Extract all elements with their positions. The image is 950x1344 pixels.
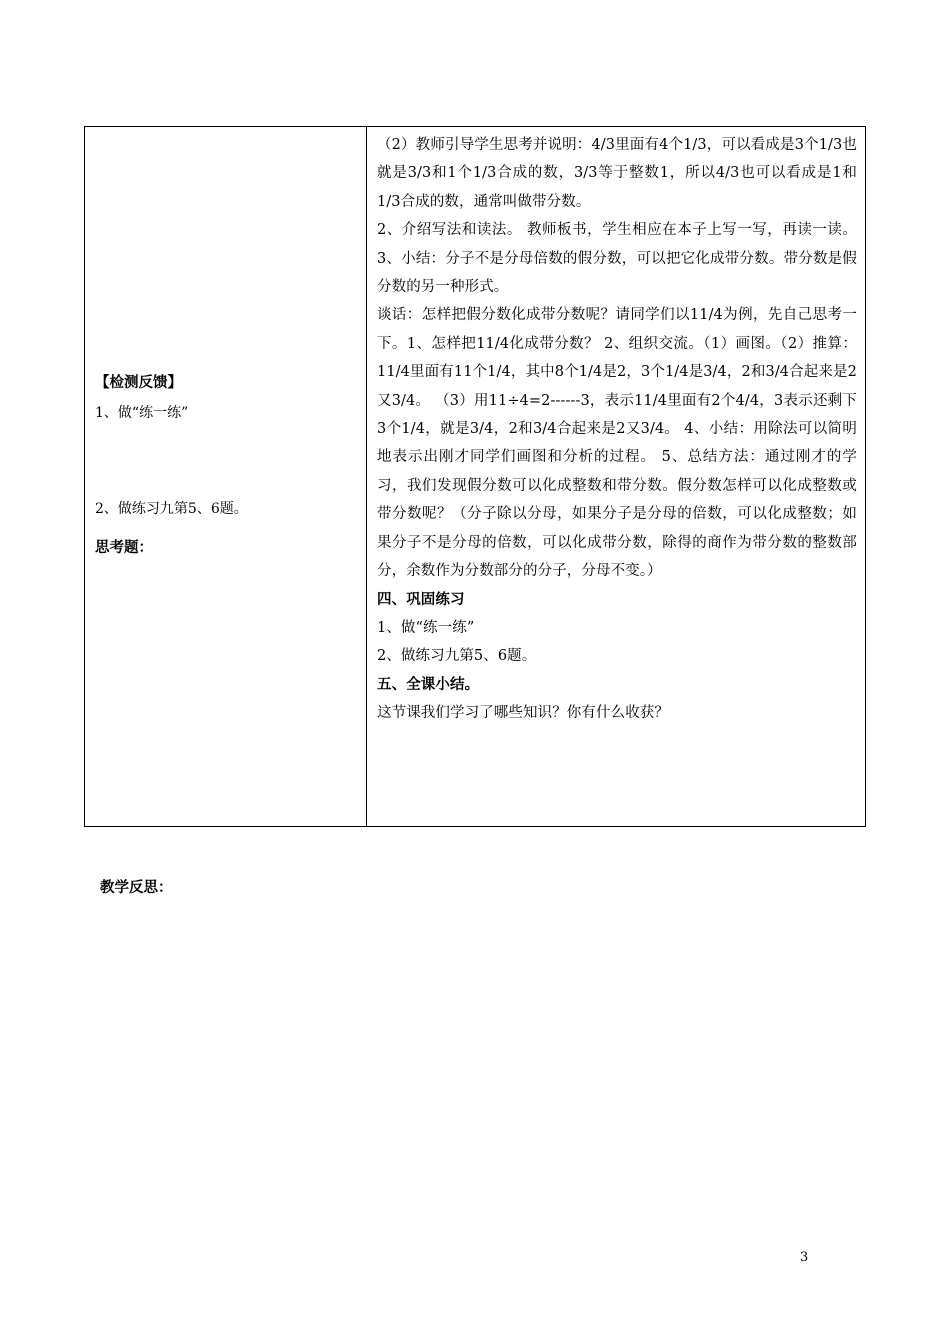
process-paragraph-3: 谈话：怎样把假分数化成带分数呢？请同学们以11/4为例，先自己思考一下。1、怎样把11/4化成带分数？ 2、组织交流。（1）画图。（2）推算：11/4里面有11个1/4，其中8个1/4是2，3个1/4是3/4，2和3/4合起来是2又3/4。 （3）用11÷4=2------3，表示11/4里面有2个4/4，3表示还剩下3个1/4，就是3/4，2和3/4合起来是2又3/4。 4、小结：用除法可以简明地表示出刚才同学们画图和分析的过程。 5、总结方法：通过刚才的学习，我们发现假分数可以化成整数和带分数。假分数怎样可以化成整数或带分数呢？（分子除以分母，如果分子是分母的倍数，可以化成整数；如果分子不是分母的倍数，可以化成带分数，除得的商作为带分数的整数部分，余数作为分数部分的分子，分母不变。） xyxy=(377,307,857,580)
process-paragraph-2: 2、介绍写法和读法。 教师板书，学生相应在本子上写一写，再读一读。 3、小结：分子不是分母倍数的假分数，可以把它化成带分数。带分数是假分数的另一种形式。 xyxy=(377,222,857,296)
summary-text: 这节课我们学习了哪些知识？你有什么收获？ xyxy=(377,705,669,722)
feedback-heading: 【检测反馈】 xyxy=(95,375,182,391)
consolidation-heading: 四、巩固练习 xyxy=(377,591,465,608)
summary-heading: 五、全课小结。 xyxy=(377,676,480,693)
teaching-reflection-label: 教学反思： xyxy=(100,880,173,896)
consolidation-item-1: 1、做“练一练” xyxy=(377,619,475,636)
teaching-process-column xyxy=(367,127,867,826)
page-number: 3 xyxy=(800,1250,809,1265)
feedback-item-2: 2、做练习九第5、6题。 xyxy=(95,501,248,517)
process-paragraph-1: （2）教师引导学生思考并说明：4/3里面有4个1/3，可以看成是3个1/3也就是3/3和1个1/3合成的数，3/3等于整数1，所以4/3也可以看成是1和1/3合成的数，通常叫做带分数。 xyxy=(377,137,857,210)
feedback-column xyxy=(85,127,366,826)
consolidation-item-2: 2、做练习九第5、6题。 xyxy=(377,648,537,665)
lesson-table xyxy=(84,126,866,827)
think-heading: 思考题： xyxy=(95,540,153,556)
feedback-item-1: 1、做“练一练” xyxy=(95,405,189,421)
